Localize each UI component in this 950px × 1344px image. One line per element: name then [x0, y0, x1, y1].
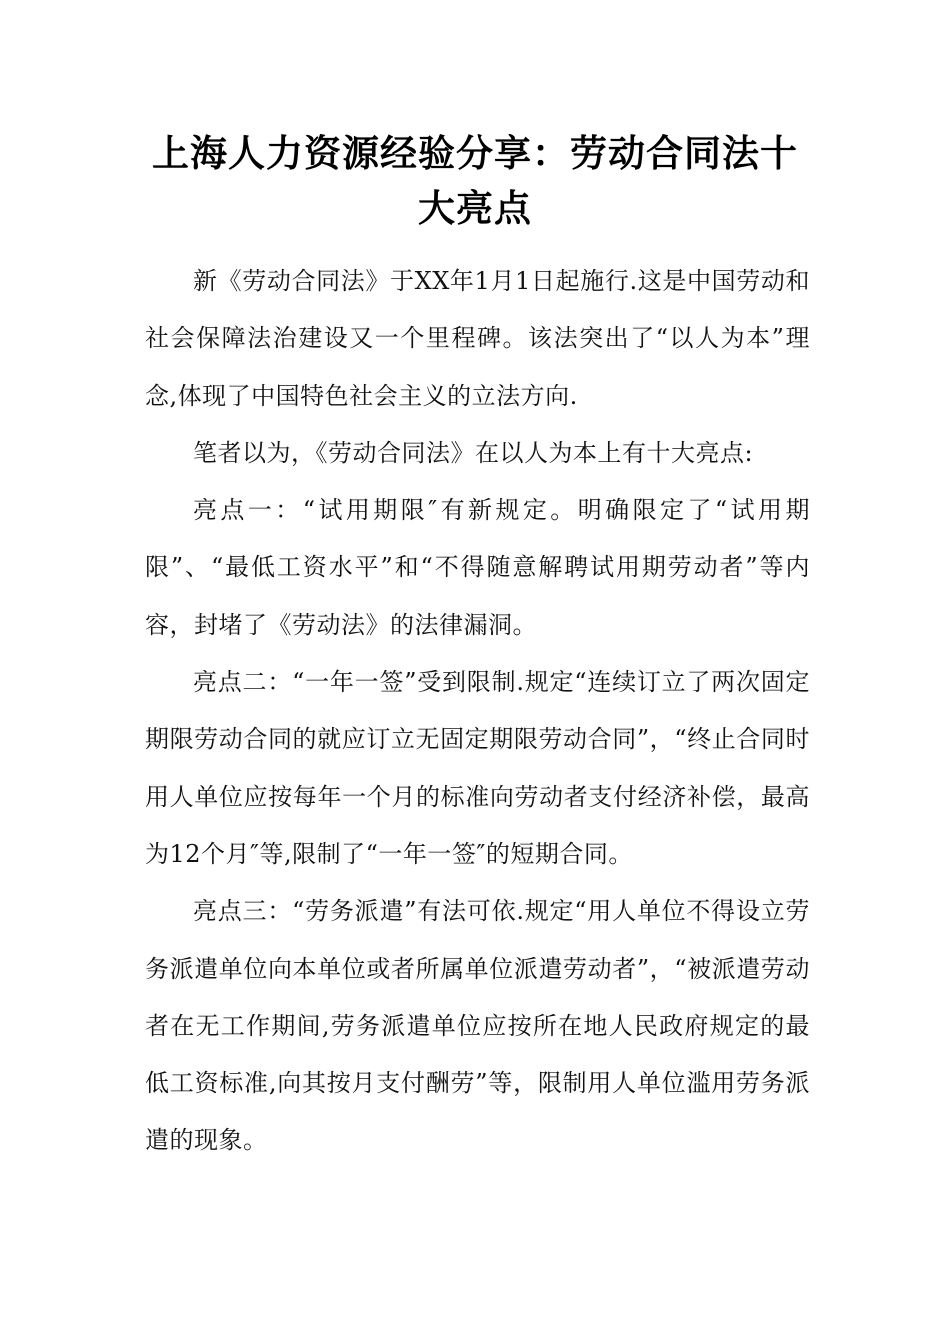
paragraph-highlight-3: 亮点三：“劳务派遣”有法可依.规定“用人单位不得设立劳务派遣单位向本单位或者所属单位派遣劳动者”，“被派遣劳动者在无工作期间,劳务派遣单位应按所在地人民政府规定的最低工资标准,向其按月支付酬劳”等，限制用人单位滥用劳务派遣的现象。: [145, 897, 810, 1155]
paragraph-highlight-1: 亮点一：“试用期限″有新规定。明确限定了“试用期限”、“最低工资水平”和“不得随意解聘试用期劳动者”等内容，封堵了《劳动法》的法律漏洞。: [145, 496, 810, 639]
paragraph-highlight-2: 亮点二：“一年一签”受到限制.规定“连续订立了两次固定期限劳动合同的就应订立无固定期限劳动合同”，“终止合同时用人单位应按每年一个月的标准向劳动者支付经济补偿，最高为12个月″等,限制了“一年一签″的短期合同。: [145, 668, 810, 868]
paragraph-intro: 新《劳动合同法》于XX年1月1日起施行.这是中国劳动和社会保障法治建设又一个里程碑。该法突出了“以人为本”理念,体现了中国特色社会主义的立法方向.: [145, 267, 810, 410]
document-body: [145, 253, 810, 1170]
document-title: 上海人力资源经验分享：劳动合同法十大亮点: [152, 131, 798, 230]
paragraph-summary: 笔者以为，《劳动合同法》在以人为本上有十大亮点:: [193, 438, 754, 467]
